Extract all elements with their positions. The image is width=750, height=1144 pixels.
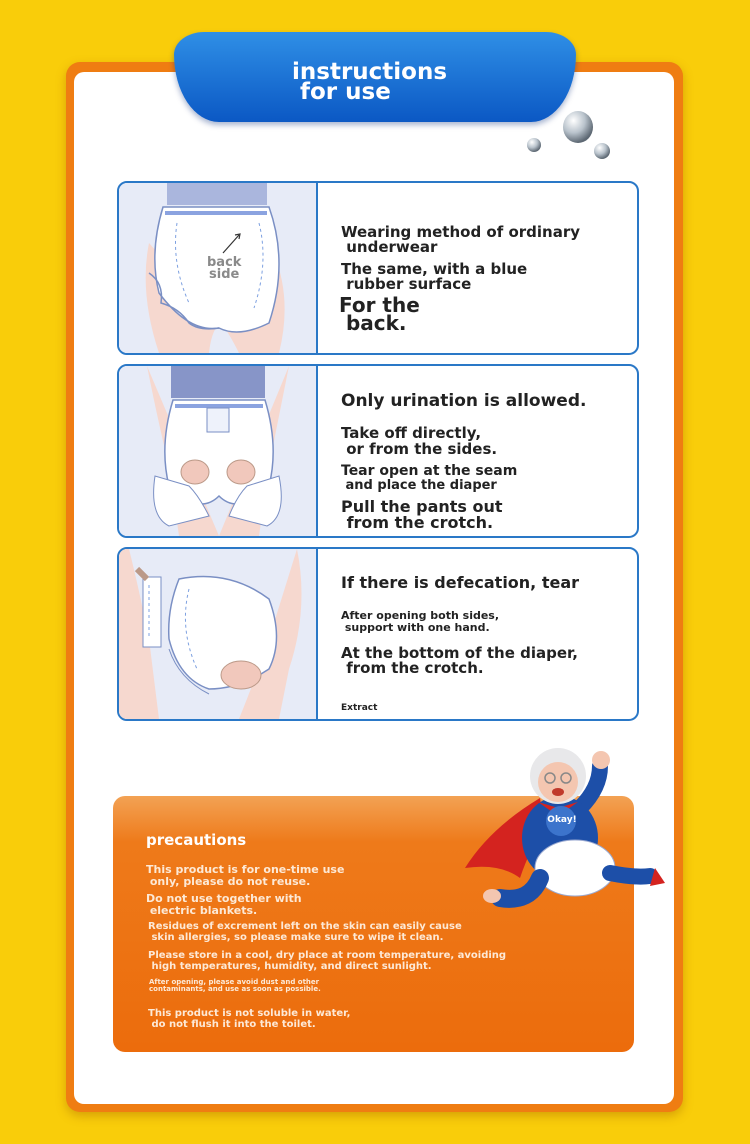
precaution-4: Please store in a cool, dry place at room temperature, avoiding high temperatures, humidity, and direct sunlight.	[148, 950, 507, 972]
page-title	[292, 59, 448, 105]
precautions-title: precautions	[146, 831, 247, 849]
step-2-line-6: Pull the pants out	[341, 497, 503, 516]
precaution-2: Do not use together with electric blankets.	[146, 892, 302, 917]
step-2-line-3: or from the sides.	[341, 440, 498, 458]
step-3-line-1: If there is defecation, tear	[341, 573, 580, 592]
step-3-illustration	[119, 549, 318, 719]
step-1-line-4: rubber surface	[341, 275, 472, 293]
step-card-3	[117, 547, 639, 721]
step-3-line-2: After opening both sides,	[341, 609, 500, 622]
step-3-text	[341, 549, 631, 719]
step-3-line-6: Extract	[341, 703, 378, 713]
title-line-2: for use	[300, 79, 391, 105]
step-1-illustration	[119, 183, 318, 353]
step-3-line-3: support with one hand.	[341, 621, 490, 634]
step-1-line-3: The same, with a blue	[341, 260, 528, 278]
step-2-line-2: Take off directly,	[341, 424, 482, 442]
step-card-2	[117, 364, 639, 538]
step-1-line-1: Wearing method of ordinary	[341, 223, 581, 241]
step-2-line-5: and place the diaper	[341, 478, 497, 493]
precaution-5: After opening, please avoid dust and other contaminants, and use as soon as possible.	[149, 978, 321, 994]
back-side-label: back side	[207, 255, 242, 282]
precaution-3: Residues of excrement left on the skin can easily cause skin allergies, so please make sure to wipe it clean.	[148, 921, 462, 943]
step-2-illustration	[119, 366, 318, 536]
step-1-line-6: back.	[339, 311, 407, 335]
step-card-1	[117, 181, 639, 355]
step-3-line-4: At the bottom of the diaper,	[341, 644, 578, 662]
title-line-1: instructions	[292, 59, 448, 85]
step-2-line-7: from the crotch.	[341, 513, 494, 532]
precaution-6: This product is not soluble in water, do not flush it into the toilet.	[148, 1008, 351, 1030]
precaution-1: This product is for one-time use only, please do not reuse.	[146, 863, 345, 888]
step-1-line-2: underwear	[341, 238, 438, 256]
step-2-line-4: Tear open at the seam	[341, 463, 518, 479]
water-droplets-icon	[520, 105, 620, 165]
step-1-text	[341, 183, 631, 353]
step-2-line-1: Only urination is allowed.	[341, 391, 587, 411]
step-3-line-5: from the crotch.	[341, 659, 484, 677]
okay-badge-text: Okay!	[547, 815, 577, 825]
step-2-text	[341, 366, 631, 536]
step-1-line-5: For the	[339, 293, 420, 317]
